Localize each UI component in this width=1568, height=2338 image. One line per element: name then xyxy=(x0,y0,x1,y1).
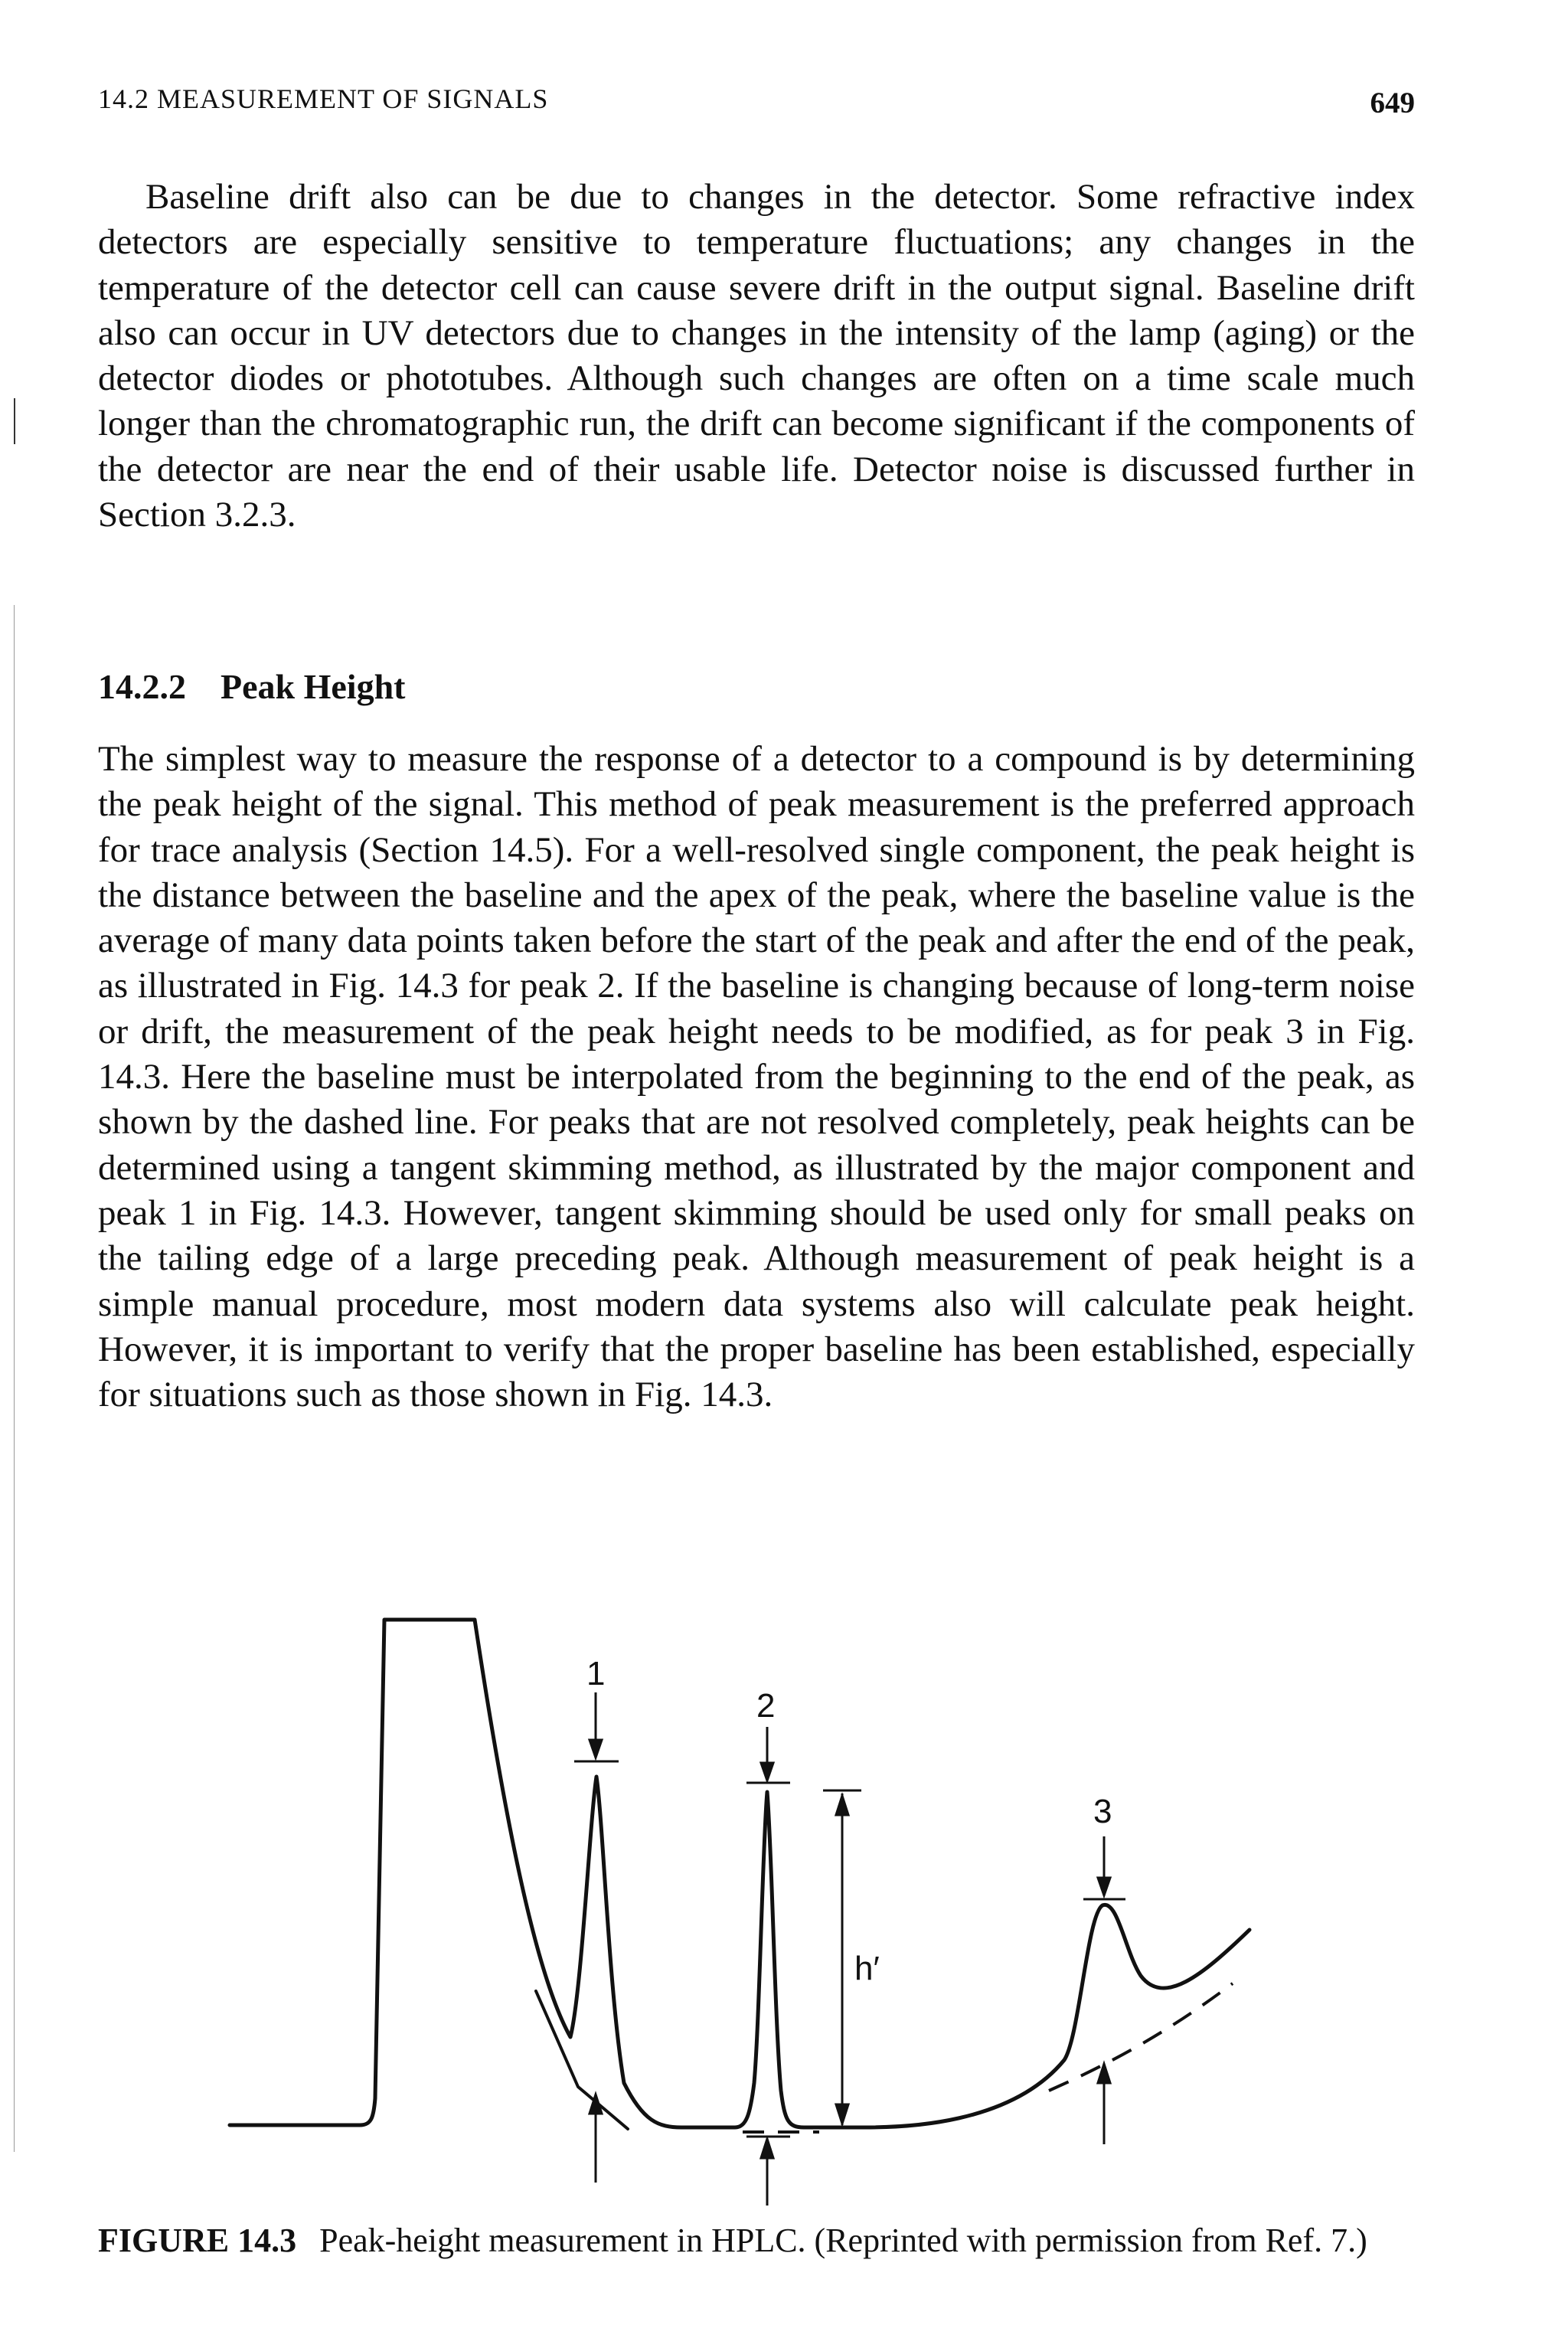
section-title: Peak Height xyxy=(220,667,406,706)
section-number: 14.2.2 xyxy=(98,667,186,706)
figure-caption-label: FIGURE 14.3 xyxy=(98,2222,297,2259)
height-dimension-arrow-up xyxy=(836,1796,848,1815)
chromatogram-diagram xyxy=(214,1593,1286,2206)
running-head xyxy=(98,83,1415,129)
paragraph-peak-height: The simplest way to measure the response of a detector to a compound is by determining the peak height of the signal. This method of peak measurement is the preferred approach for trace analysis (Section 14.5). For a well-resolved single component, the peak height is the distance between the baseline and the apex of the peak, where the baseline value is the average of many data points taken before the start of the peak and after the end of the peak, as illustrated in Fig. 14.3 for peak 2. If the baseline is changing because of long-term noise or drift, the measurement of the peak height needs to be modified, as for peak 3 in Fig. 14.3. Here the baseline must be interpolated from the beginning to the end of the peak, as shown by the dashed line. For peaks that are not resolved completely, peak heights can be determined using a tangent skimming method, as illustrated by the major component and peak 1 in Fig. 14.3. However, tangent skimming should be used only for small peaks on the tailing edge of a large preceding peak. Although measurement of peak height is a simple manual procedure, most modern data systems also will calculate peak height. However, it is important to verify that the proper baseline has been established, especially for situations such as those shown in Fig. 14.3. xyxy=(98,739,1415,1415)
page-number: 649 xyxy=(1370,87,1415,119)
peak-2-base-arrowhead xyxy=(761,2139,773,2158)
peak-2-arrowhead xyxy=(761,1763,773,1780)
height-dimension-arrow-down xyxy=(836,2104,848,2124)
dashed-baseline-peak3 xyxy=(1049,1983,1233,2091)
chromatogram-trace xyxy=(230,1620,1250,2127)
margin-scan-line xyxy=(14,605,15,2152)
peak-1-label: 1 xyxy=(586,1655,606,1692)
peak-2-label: 2 xyxy=(756,1687,776,1725)
figure-peak-height xyxy=(214,1593,1286,2206)
paragraph-baseline-drift: Baseline drift also can be due to changes in the detector. Some refractive index detectors are especially sensitive to temperature fluctuations; any changes in the temperature of the detector cell can cause severe drift in the output signal. Baseline drift also can occur in UV detectors due to changes in the intensity of the lamp (aging) or the detector diodes or phototubes. Although such changes are often on a time scale much longer than the chromatographic run, the drift can become significant if the components of the detector are near the end of their usable life. Detector noise is discussed further in Section 3.2.3. xyxy=(98,177,1415,535)
margin-scan-mark xyxy=(14,398,15,444)
running-title: 14.2 MEASUREMENT OF SIGNALS xyxy=(98,83,549,114)
section-heading xyxy=(98,666,405,707)
peak-3-label: 3 xyxy=(1093,1793,1112,1830)
peak-3-arrowhead xyxy=(1098,1878,1110,1895)
peak-1-arrowhead xyxy=(590,1740,602,1758)
height-label: h′ xyxy=(854,1950,880,1987)
figure-caption-text: Peak-height measurement in HPLC. (Reprinted with permission from Ref. 7.) xyxy=(319,2222,1367,2259)
figure-caption xyxy=(98,2219,1415,2263)
